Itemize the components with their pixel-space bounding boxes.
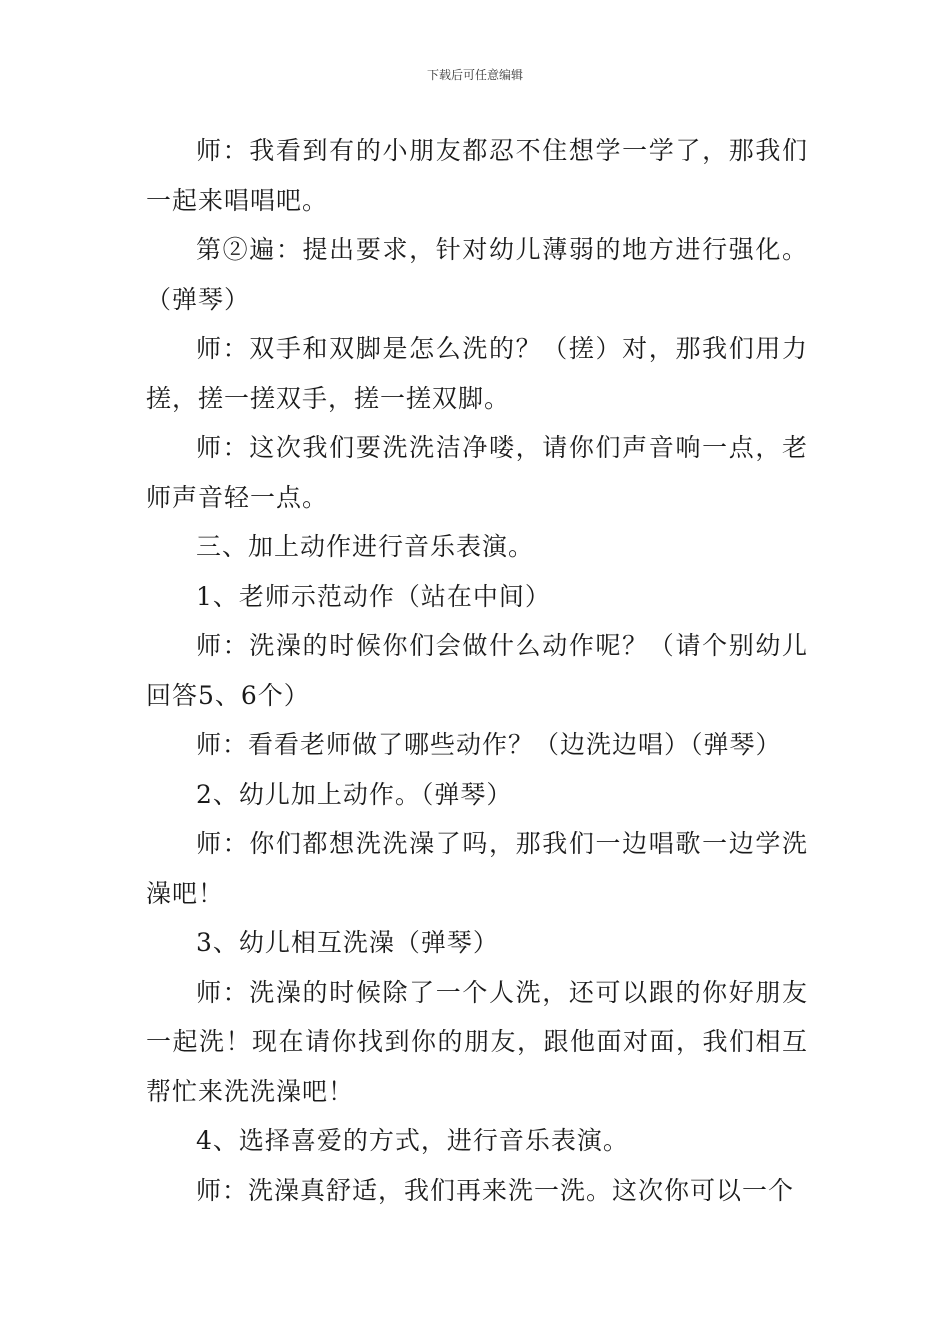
paragraph: 师：看看老师做了哪些动作？（边洗边唱）（弹琴） bbox=[196, 730, 782, 759]
paragraph: 师：你们都想洗洗澡了吗，那我们一边唱歌一边学洗澡吧！ bbox=[146, 829, 808, 908]
paragraph: 师：洗澡真舒适，我们再来洗一洗。这次你可以一个 bbox=[196, 1175, 795, 1205]
paragraph: 师：这次我们要洗洗洁净喽，请你们声音响一点，老师声音轻一点。 bbox=[146, 433, 808, 512]
document-body bbox=[146, 126, 808, 1215]
paragraph: 第②遍：提出要求，针对幼儿薄弱的地方进行强化。（弹琴） bbox=[146, 235, 808, 314]
step-heading: 2、幼儿加上动作。（弹琴） bbox=[196, 779, 513, 809]
step-heading: 3、幼儿相互洗澡（弹琴） bbox=[196, 928, 499, 957]
paragraph: 师：洗澡的时候你们会做什么动作呢？（请个别幼儿回答5、6个） bbox=[146, 631, 808, 710]
paragraph: 师：我看到有的小朋友都忍不住想学一学了，那我们一起来唱唱吧。 bbox=[146, 136, 808, 215]
step-heading: 4、选择喜爱的方式，进行音乐表演。 bbox=[196, 1126, 629, 1155]
paragraph: 师：双手和双脚是怎么洗的？（搓）对，那我们用力搓，搓一搓双手，搓一搓双脚。 bbox=[146, 334, 808, 413]
page-header: 下载后可任意编辑 bbox=[426, 68, 523, 82]
step-heading: 1、老师示范动作（站在中间） bbox=[196, 581, 551, 611]
paragraph: 师：洗澡的时候除了一个人洗，还可以跟的你好朋友一起洗！现在请你找到你的朋友，跟他面对面，我们相互帮忙来洗洗澡吧！ bbox=[146, 977, 808, 1106]
section-heading: 三、加上动作进行音乐表演。 bbox=[196, 532, 535, 561]
